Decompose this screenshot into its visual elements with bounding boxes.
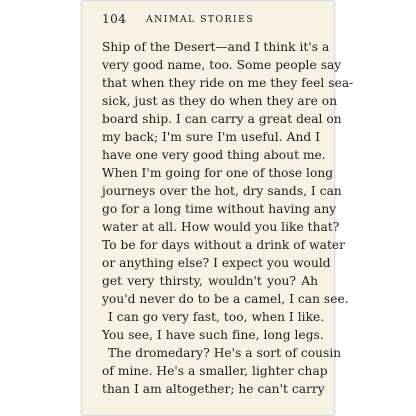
text-line: of mine. He's a smaller, lighter chap	[102, 364, 328, 378]
text-line: The dromedary? He's a sort of cousin	[108, 346, 342, 360]
text-line: that when they ride on me they feel sea-	[102, 76, 354, 90]
text-line: or anything else? I expect you would	[102, 256, 331, 270]
text-line: water at all. How would you like that?	[102, 220, 340, 234]
page-header	[102, 12, 317, 28]
text-line: my back; I'm sure I'm useful. And I	[102, 130, 320, 144]
text-line: You see, I have such fine, long legs.	[102, 328, 324, 342]
text-line: When I'm going for one of those long	[102, 166, 334, 180]
page-body-text	[102, 38, 354, 398]
text-line: board ship. I can carry a great deal on	[102, 112, 342, 126]
running-head: ANIMAL STORIES	[146, 14, 255, 25]
page-number: 104	[102, 12, 127, 26]
text-line: Ship of the Desert—and I think it's a	[102, 40, 330, 54]
text-line: have one very good thing about me.	[102, 148, 326, 162]
text-line: I can go very fast, too, when I like.	[108, 310, 325, 324]
text-line: To be for days without a drink of water	[102, 238, 346, 252]
text-line: go for a long time without having any	[102, 202, 337, 216]
text-line: journeys over the hot, dry sands, I can	[102, 184, 342, 198]
text-line: than I am altogether; he can't carry	[102, 382, 325, 396]
text-line: very good name, too. Some people say	[102, 58, 342, 72]
text-line: you'd never do to be a camel, I can see.	[102, 292, 349, 306]
book-page	[82, 1, 354, 415]
text-line: get very thirsty, wouldn't you? Ah	[102, 274, 318, 288]
text-line: sick, just as they do when they are on	[102, 94, 338, 108]
